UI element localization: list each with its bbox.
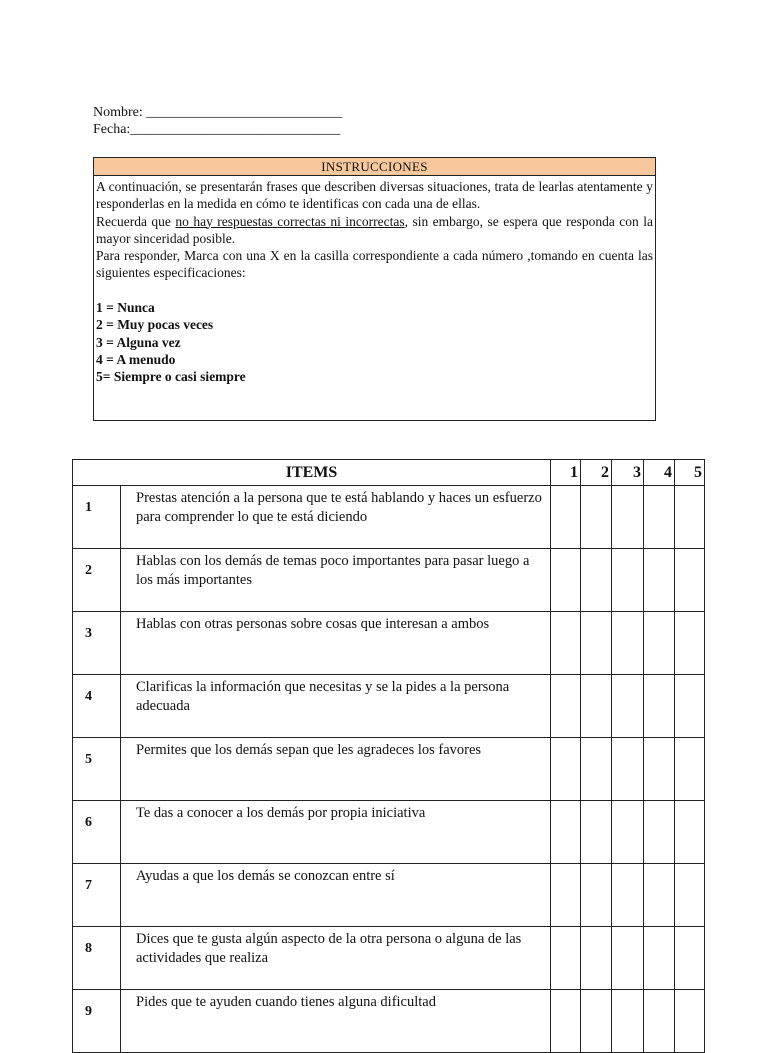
- item-text: Prestas atención a la persona que te está hablando y haces un esfuerzo para comprender lo que te está diciendo: [121, 486, 551, 549]
- scale-item: 2 = Muy pocas veces: [96, 317, 214, 333]
- answer-checkbox-5[interactable]: [675, 549, 705, 612]
- scale-item: 3 = Alguna vez: [96, 334, 181, 350]
- answer-checkbox-3[interactable]: [612, 927, 644, 990]
- instructions-body: [94, 176, 655, 386]
- answer-checkbox-2[interactable]: [581, 675, 612, 738]
- answer-checkbox-2[interactable]: [581, 738, 612, 801]
- item-text: Te das a conocer a los demás por propia iniciativa: [121, 801, 551, 864]
- item-text: Permites que los demás sepan que les agradeces los favores: [121, 738, 551, 801]
- instructions-title: INSTRUCCIONES: [94, 158, 655, 176]
- table-row: [73, 927, 705, 990]
- table-row: [73, 549, 705, 612]
- answer-checkbox-2[interactable]: [581, 864, 612, 927]
- answer-checkbox-1[interactable]: [551, 612, 581, 675]
- instructions-box: [93, 157, 656, 421]
- item-text: Hablas con los demás de temas poco importantes para pasar luego a los más importantes: [121, 549, 551, 612]
- table-row: [73, 486, 705, 549]
- answer-checkbox-5[interactable]: [675, 864, 705, 927]
- answer-checkbox-5[interactable]: [675, 801, 705, 864]
- answer-checkbox-3[interactable]: [612, 549, 644, 612]
- item-text: Hablas con otras personas sobre cosas que interesan a ambos: [121, 612, 551, 675]
- item-number: 5: [73, 738, 121, 801]
- item-text: Dices que te gusta algún aspecto de la otra persona o alguna de las actividades que realiza: [121, 927, 551, 990]
- answer-checkbox-5[interactable]: [675, 927, 705, 990]
- table-row: [73, 990, 705, 1053]
- answer-checkbox-4[interactable]: [644, 738, 675, 801]
- item-number: 4: [73, 675, 121, 738]
- answer-checkbox-2[interactable]: [581, 486, 612, 549]
- item-number: 7: [73, 864, 121, 927]
- table-header-row: [73, 460, 705, 486]
- item-text: Clarificas la información que necesitas y se la pides a la persona adecuada: [121, 675, 551, 738]
- score-header-3: 3: [612, 460, 644, 486]
- answer-checkbox-1[interactable]: [551, 549, 581, 612]
- answer-checkbox-2[interactable]: [581, 927, 612, 990]
- item-number: 8: [73, 927, 121, 990]
- answer-checkbox-1[interactable]: [551, 801, 581, 864]
- item-number: 9: [73, 990, 121, 1053]
- item-number: 2: [73, 549, 121, 612]
- table-row: [73, 675, 705, 738]
- answer-checkbox-2[interactable]: [581, 990, 612, 1053]
- answer-checkbox-3[interactable]: [612, 801, 644, 864]
- score-header-1: 1: [551, 460, 581, 486]
- instructions-paragraph-3: Para responder, Marca con una X en la casilla correspondiente a cada número ,tomando en cuenta las siguientes especificaciones:: [96, 248, 653, 281]
- answer-checkbox-3[interactable]: [612, 612, 644, 675]
- item-number: 3: [73, 612, 121, 675]
- answer-checkbox-3[interactable]: [612, 990, 644, 1053]
- answer-checkbox-3[interactable]: [612, 738, 644, 801]
- answer-checkbox-3[interactable]: [612, 675, 644, 738]
- item-number: 1: [73, 486, 121, 549]
- score-header-4: 4: [644, 460, 675, 486]
- answer-checkbox-5[interactable]: [675, 486, 705, 549]
- answer-checkbox-4[interactable]: [644, 486, 675, 549]
- answer-checkbox-4[interactable]: [644, 801, 675, 864]
- answer-checkbox-4[interactable]: [644, 990, 675, 1053]
- answer-checkbox-4[interactable]: [644, 927, 675, 990]
- instructions-paragraph-1: A continuación, se presentarán frases que describen diversas situaciones, trata de learlas atentamente y responderlas en la medida en cómo te identificas con cada una de ellas.: [96, 179, 653, 212]
- instructions-p2-start: Recuerda que: [96, 213, 176, 229]
- answer-checkbox-5[interactable]: [675, 738, 705, 801]
- instructions-p2-underlined: no hay respuestas correctas ni incorrectas: [175, 213, 405, 229]
- answer-checkbox-3[interactable]: [612, 486, 644, 549]
- answer-checkbox-5[interactable]: [675, 612, 705, 675]
- score-header-5: 5: [675, 460, 705, 486]
- item-text: Pides que te ayuden cuando tienes alguna dificultad: [121, 990, 551, 1053]
- items-header: ITEMS: [73, 460, 551, 486]
- item-text: Ayudas a que los demás se conozcan entre sí: [121, 864, 551, 927]
- scale-item: 1 = Nunca: [96, 299, 155, 315]
- table-row: [73, 864, 705, 927]
- spacer: [96, 282, 653, 299]
- form-header: [93, 104, 342, 138]
- item-number: 6: [73, 801, 121, 864]
- score-header-2: 2: [581, 460, 612, 486]
- table-row: [73, 801, 705, 864]
- instructions-p2-end: , sin embargo, se espera que responda con la mayor sinceridad posible.: [96, 213, 654, 246]
- answer-checkbox-1[interactable]: [551, 675, 581, 738]
- fecha-field[interactable]: Fecha:______________________________: [93, 122, 341, 137]
- answer-checkbox-1[interactable]: [551, 864, 581, 927]
- answer-checkbox-1[interactable]: [551, 990, 581, 1053]
- answer-checkbox-5[interactable]: [675, 675, 705, 738]
- answer-checkbox-4[interactable]: [644, 675, 675, 738]
- items-table: [72, 459, 705, 1053]
- answer-checkbox-4[interactable]: [644, 549, 675, 612]
- answer-checkbox-2[interactable]: [581, 612, 612, 675]
- table-row: [73, 738, 705, 801]
- scale-item: 4 = A menudo: [96, 352, 176, 367]
- answer-checkbox-5[interactable]: [675, 990, 705, 1053]
- answer-checkbox-4[interactable]: [644, 864, 675, 927]
- answer-checkbox-2[interactable]: [581, 801, 612, 864]
- answer-checkbox-2[interactable]: [581, 549, 612, 612]
- answer-checkbox-1[interactable]: [551, 927, 581, 990]
- table-row: [73, 612, 705, 675]
- answer-checkbox-1[interactable]: [551, 486, 581, 549]
- answer-checkbox-1[interactable]: [551, 738, 581, 801]
- scale-item: 5= Siempre o casi siempre: [96, 369, 246, 385]
- scale-legend: [96, 299, 653, 386]
- nombre-field[interactable]: Nombre: ____________________________: [93, 105, 343, 120]
- answer-checkbox-3[interactable]: [612, 864, 644, 927]
- instructions-paragraph-2: [96, 213, 653, 248]
- answer-checkbox-4[interactable]: [644, 612, 675, 675]
